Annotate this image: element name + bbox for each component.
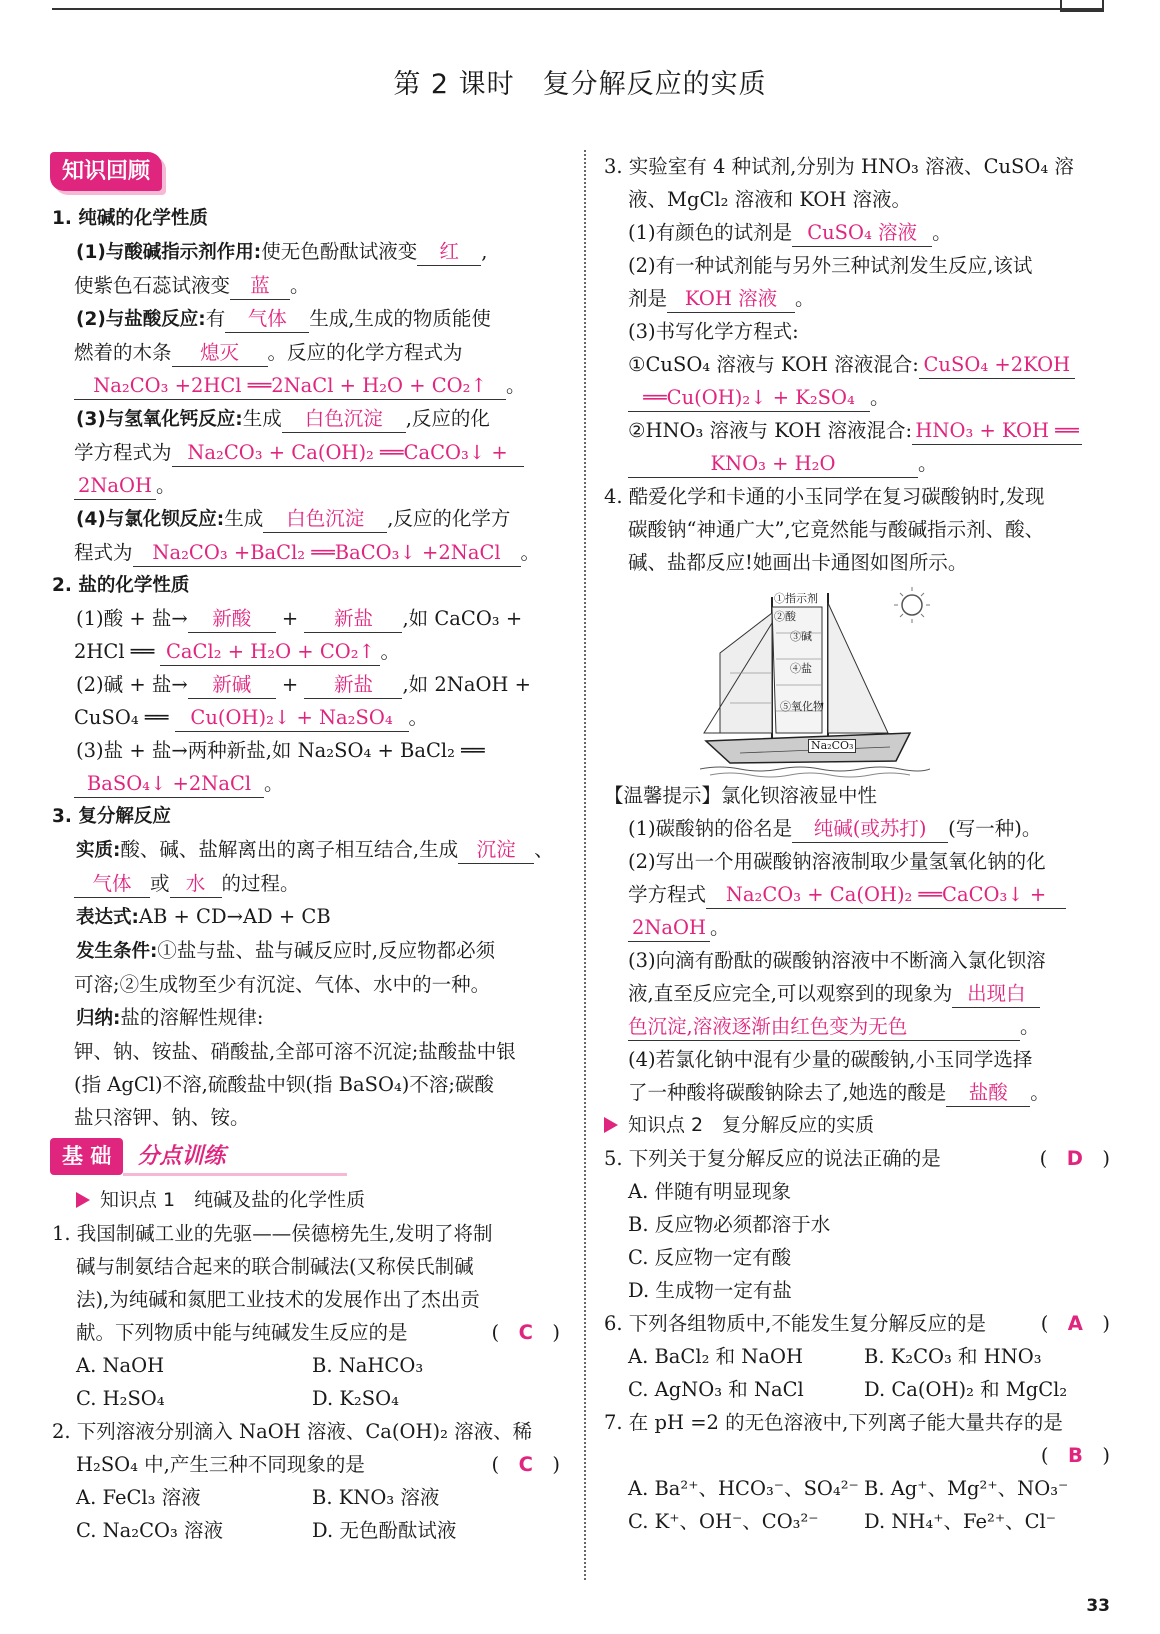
answer-field: CaCl₂ + H₂O + CO₂↑ <box>160 639 380 666</box>
answer-field: 蓝 <box>230 273 290 300</box>
answer-paren: ( B ) <box>1040 1444 1110 1467</box>
answer-field: CuSO₄ 溶液 <box>792 220 932 247</box>
question-4-line: 4. 酷爱化学和卡通的小玉同学在复习碳酸钠时,发现 <box>604 485 1045 508</box>
answer-field: BaSO₄↓ +2NaCl <box>74 771 264 798</box>
answer-paren: ( C ) <box>491 1321 560 1344</box>
review-1-1: (1)与酸碱指示剂作用:使无色酚酞试液变 红 , <box>52 235 560 269</box>
right-column: 3. 实验室有 4 种试剂,分别为 HNO₃ 溶液、CuSO₄ 溶 液、MgCl₂ 溶液和 KOH 溶液。 (1)有颜色的试剂是 CuSO₄ 溶液 。 (2)有一种试剂能与另外三种试剂发生反应,该试 剂是 KOH 溶液 。 (3)书写化学方程式: ①CuSO₄ 溶液与 KOH 溶液混合: CuSO₄ +2KOH ══Cu(OH)₂↓ + K₂SO₄ 。 ②HNO₃ 溶液与 KOH 溶液混合: HNO₃ + KOH ══ KNO₃ + H₂O 。 4. 酷爱化学和卡通的小玉同学在复习碳酸钠时,发现 碳酸钠“神通广大”,它竟然能与酸碱指示剂、酸、 碱、盐都反应!她画出卡通图如图所示。 ①指示剂 ②酸 ③碱 ④盐 ⑤氧化物 Na₂CO₃ 【温馨提示】氯化钡溶液显中性 (1)碳酸钠的俗名是 纯碱(或苏打) (写一种)。 (2)写出一个用碳酸钠溶液制取少量氢氧化钠的化 学方程式 Na₂CO₃ + Ca(OH)₂ ══CaCO₃↓ + 2NaOH 。 (3)向滴有酚酞的碳酸钠溶液中不断滴入氯化钡溶 液,直至反应完全,可以观察到的现象为 出现白 色沉淀,溶液逐渐由红色变为无色 。 (4)若氯化钠中混有少量的碳酸钠,小玉同学选择 了一种酸将碳酸钠除去了,她选的酸是 盐酸 。 知识点 2 复分解反应的实质 5. 下列关于复分解反应的说法正确的是 ( D ) A. 伴随有明显现象 B. 反应物必须都溶于水 C. 反应物一定有酸 D. 生成物一定有盐 6. 下列各组物质中,不能发生复分解反应的是 ( A ) A. BaCl₂ 和 NaOH B. K₂CO₃ 和 HNO₃ C. AgNO₃ 和 NaCl D. Ca(OH)₂ 和 MgCl₂ 7. 在 pH =2 的无色溶液中,下列离子能大量共存的是 ( B ) A. Ba²⁺、HCO₃⁻、SO₄²⁻ B. Ag⁺、Mg²⁺、NO₃⁻ C. K⁺、OH⁻、CO₃²⁻ D. NH₄⁺、Fe²⁺、Cl⁻ <box>604 150 1110 1538</box>
ship-label: Na₂CO₃ <box>808 739 856 753</box>
ship-label: ④盐 <box>790 662 812 675</box>
answer-field: 白色沉淀 <box>263 506 387 533</box>
answer-field: KOH 溶液 <box>667 286 795 313</box>
answer-field: 盐酸 <box>946 1080 1030 1107</box>
answer-field: 出现白 <box>952 981 1040 1008</box>
ship-label: ①指示剂 <box>774 592 818 605</box>
answer-paren: ( A ) <box>1040 1312 1110 1335</box>
review-tag: 知识回顾 <box>50 152 162 191</box>
answer-field: CuSO₄ +2KOH <box>919 352 1075 379</box>
answer-field: 白色沉淀 <box>282 406 406 433</box>
answer-field: 气体 <box>74 871 150 898</box>
question-6-line: 6. 下列各组物质中,不能发生复分解反应的是 ( A ) <box>604 1307 1110 1340</box>
left-column: 知识回顾 1. 纯碱的化学性质 (1)与酸碱指示剂作用:使无色酚酞试液变 红 , 使紫色石蕊试液变 蓝 。 (2)与盐酸反应:有 气体 生成,生成的物质能使 燃着的木条 熄灭 。反应的化学方程式为 Na₂CO₃ +2HCl ══2NaCl + H₂O + CO₂↑ 。 (3)与氢氧化钙反应:生成 白色沉淀 ,反应的化 学方程式为 Na₂CO₃ + Ca(OH)₂ ══CaCO₃↓ + 2NaOH 。 (4)与氯化钡反应:生成 白色沉淀 ,反应的化学方 程式为 Na₂CO₃ +BaCl₂ ══BaCO₃↓ +2NaCl 。 2. 盐的化学性质 (1)酸 + 盐→ 新酸 + 新盐 ,如 CaCO₃ + 2HCl ══ CaCl₂ + H₂O + CO₂↑ 。 (2)碱 + 盐→ 新碱 + 新盐 ,如 2NaOH + CuSO₄ ══ Cu(OH)₂↓ + Na₂SO₄ 。 (3)盐 + 盐→两种新盐,如 Na₂SO₄ + BaCl₂ ══ BaSO₄↓ +2NaCl 。 3. 复分解反应 实质:酸、碱、盐解离出的离子相互结合,生成 沉淀 、 气体 或 水 的过程。 表达式:AB + CD→AD + CB 发生条件:①盐与盐、盐与碱反应时,反应物都必须 可溶;②生成物至少有沉淀、气体、水中的一种。 归纳:盐的溶解性规律: 钾、钠、铵盐、硝酸盐,全部可溶不沉淀;盐酸盐中银 (指 AgCl)不溶,硫酸盐中钡(指 BaSO₄)不溶;碳酸 盐只溶钾、钠、铵。 基 础 分点训练 知识点 1 纯碱及盐的化学性质 1. 我国制碱工业的先驱——侯德榜先生,发明了将制 碱与制氨结合起来的联合制碱法(又称侯氏制碱 法),为纯碱和氮肥工业技术的发展作出了杰出贡 献。下列物质中能与纯碱发生反应的是 ( C ) A. NaOH B. NaHCO₃ C. H₂SO₄ D. K₂SO₄ 2. 下列溶液分别滴入 NaOH 溶液、Ca(OH)₂ 溶液、稀 H₂SO₄ 中,产生三种不同现象的是 ( C ) A. FeCl₃ 溶液 B. KNO₃ 溶液 C. Na₂CO₃ 溶液 D. 无色酚酞试液 <box>52 150 560 1547</box>
ship-label: ②酸 <box>774 610 796 623</box>
review-1-4: (4)与氯化钡反应:生成 白色沉淀 ,反应的化学方 <box>52 502 560 536</box>
answer-field: 色沉淀,溶液逐渐由红色变为无色 <box>628 1014 1020 1041</box>
knowledge-point-1: 知识点 1 纯碱及盐的化学性质 <box>52 1184 560 1217</box>
sailing-ship-illustration <box>700 583 930 779</box>
review-heading-2: 2. 盐的化学性质 <box>52 575 190 596</box>
review-banner <box>50 152 560 198</box>
answer-field: 水 <box>170 871 222 898</box>
answer-field: 纯碱(或苏打) <box>792 816 948 843</box>
review-1-3: (3)与氢氧化钙反应:生成 白色沉淀 ,反应的化 <box>52 402 560 436</box>
basic-subtitle: 分点训练 <box>123 1140 347 1176</box>
question-1-options: A. NaOH B. NaHCO₃ <box>76 1354 424 1377</box>
question-7-line: 7. 在 pH =2 的无色溶液中,下列离子能大量共存的是 <box>604 1411 1063 1434</box>
ship-label: ③碱 <box>790 630 812 643</box>
answer-field: 沉淀 <box>458 837 534 864</box>
answer-field: KNO₃ + H₂O <box>628 451 918 478</box>
answer-field: 新盐 <box>304 672 402 699</box>
review-2-3: (3)盐 + 盐→两种新盐,如 Na₂SO₄ + BaCl₂ ══ <box>76 739 485 762</box>
question-7-options: A. Ba²⁺、HCO₃⁻、SO₄²⁻ B. Ag⁺、Mg²⁺、NO₃⁻ <box>628 1477 1069 1500</box>
review-2-2: (2)碱 + 盐→ 新碱 + 新盐 ,如 2NaOH + <box>52 668 560 701</box>
answer-field: 熄灭 <box>172 340 268 367</box>
header-rule <box>52 8 1104 10</box>
answer-field: 红 <box>417 239 481 266</box>
tip: 【温馨提示】氯化钡溶液显中性 <box>604 784 878 807</box>
basic-tag: 基 础 <box>50 1138 123 1175</box>
review-heading-3: 3. 复分解反应 <box>52 806 171 827</box>
review-2-1: (1)酸 + 盐→ 新酸 + 新盐 ,如 CaCO₃ + <box>52 602 560 635</box>
question-2-options: A. FeCl₃ 溶液 B. KNO₃ 溶液 <box>76 1486 440 1509</box>
answer-field: ══Cu(OH)₂↓ + K₂SO₄ <box>628 385 870 412</box>
answer-field: 气体 <box>225 306 309 333</box>
answer-paren: ( C ) <box>491 1453 560 1476</box>
header-mark <box>1060 0 1104 12</box>
answer-field: Na₂CO₃ +2HCl ══2NaCl + H₂O + CO₂↑ <box>74 373 506 400</box>
answer-field: Na₂CO₃ + Ca(OH)₂ ══CaCO₃↓ + <box>172 440 524 467</box>
question-2-line: 2. 下列溶液分别滴入 NaOH 溶液、Ca(OH)₂ 溶液、稀 <box>52 1420 533 1443</box>
answer-field: 新碱 <box>188 672 276 699</box>
answer-field: 2NaOH <box>628 915 710 942</box>
basic-banner <box>50 1138 560 1180</box>
question-6-options: A. BaCl₂ 和 NaOH B. K₂CO₃ 和 HNO₃ <box>628 1345 1042 1368</box>
play-arrow-icon <box>604 1117 618 1133</box>
answer-field: 新盐 <box>304 606 402 633</box>
answer-field: 2NaOH <box>74 473 156 500</box>
play-arrow-icon <box>76 1192 90 1208</box>
question-5-line: 5. 下列关于复分解反应的说法正确的是 ( D ) <box>604 1142 1110 1175</box>
review-heading-1: 1. 纯碱的化学性质 <box>52 208 208 229</box>
answer-field: HNO₃ + KOH ══ <box>912 418 1082 445</box>
answer-field: Na₂CO₃ +BaCl₂ ══BaCO₃↓ +2NaCl <box>133 540 521 567</box>
answer-field: 新酸 <box>188 606 276 633</box>
review-1-2: (2)与盐酸反应:有 气体 生成,生成的物质能使 <box>52 302 560 336</box>
answer-field: Na₂CO₃ + Ca(OH)₂ ══CaCO₃↓ + <box>706 882 1066 909</box>
ship-label: ⑤氧化物 <box>780 700 824 713</box>
page-number: 33 <box>1086 1596 1110 1616</box>
page-title: 第 2 课时 复分解反应的实质 <box>393 69 767 100</box>
question-3-line: 3. 实验室有 4 种试剂,分别为 HNO₃ 溶液、CuSO₄ 溶 <box>604 155 1074 178</box>
column-divider <box>584 150 586 1580</box>
answer-paren: ( D ) <box>1039 1147 1110 1170</box>
answer-field: Cu(OH)₂↓ + Na₂SO₄ <box>175 705 409 732</box>
question-1-line: 1. 我国制碱工业的先驱——侯德榜先生,发明了将制 <box>52 1222 493 1245</box>
knowledge-point-2: 知识点 2 复分解反应的实质 <box>604 1109 1110 1142</box>
